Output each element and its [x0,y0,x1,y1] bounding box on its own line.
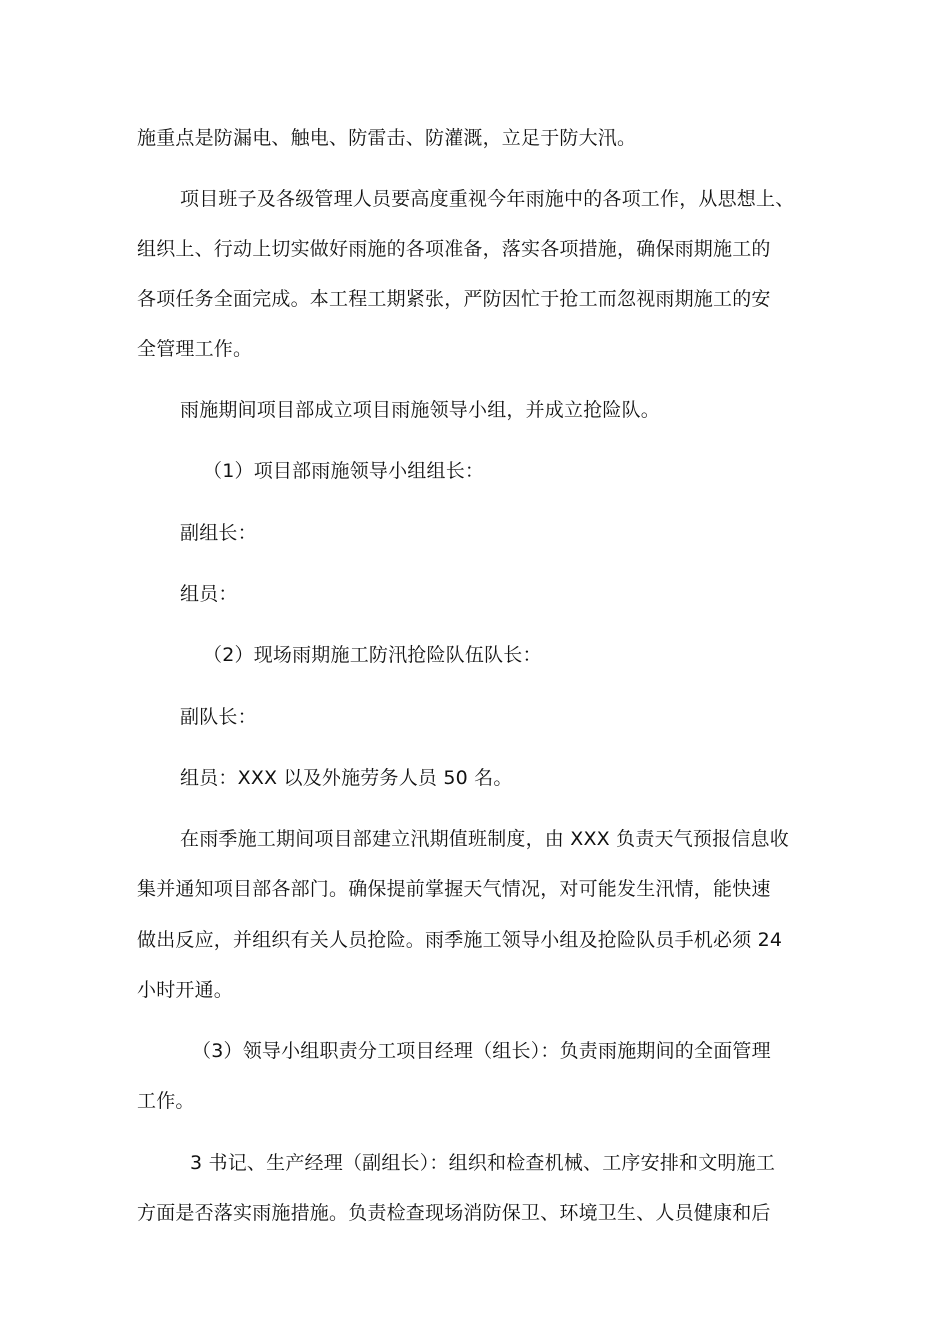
text-line: （1）项目部雨施领导小组组长： [203,460,485,482]
text-line: 小时开通。 [137,979,234,1001]
text-line: （2）现场雨期施工防汛抢险队伍队长： [203,644,542,666]
text-line: 工作。 [137,1090,195,1112]
text-line: （3）领导小组职责分工项目经理（组长）：负责雨施期间的全面管理 [192,1040,771,1062]
text-line: 雨施期间项目部成立项目雨施领导小组，并成立抢险队。 [180,399,661,421]
text-line: 施重点是防漏电、触电、防雷击、防灌溉，立足于防大汛。 [137,127,637,149]
text-line: 组织上、行动上切实做好雨施的各项准备，落实各项措施，确保雨期施工的 [137,238,771,260]
text-line: 组员：XXX 以及外施劳务人员 50 名。 [180,767,513,789]
text-line: 项目班子及各级管理人员要高度重视今年雨施中的各项工作，从思想上、 [180,188,795,210]
text-line: 做出反应，并组织有关人员抢险。雨季施工领导小组及抢险队员手机必须 24 [137,929,783,951]
text-line: 组员： [180,583,238,605]
text-line: 方面是否落实雨施措施。负责检查现场消防保卫、环境卫生、人员健康和后 [137,1202,771,1224]
text-line: 副队长： [180,706,257,728]
text-line: 集并通知项目部各部门。确保提前掌握天气情况，对可能发生汛情，能快速 [137,878,771,900]
text-line: 3 书记、生产经理（副组长）：组织和检查机械、工序安排和文明施工 [190,1152,776,1174]
text-line: 全管理工作。 [137,338,253,360]
text-line: 副组长： [180,522,257,544]
text-line: 各项任务全面完成。本工程工期紧张，严防因忙于抢工而忽视雨期施工的安 [137,288,771,310]
text-line: 在雨季施工期间项目部建立汛期值班制度，由 XXX 负责天气预报信息收 [180,828,789,850]
